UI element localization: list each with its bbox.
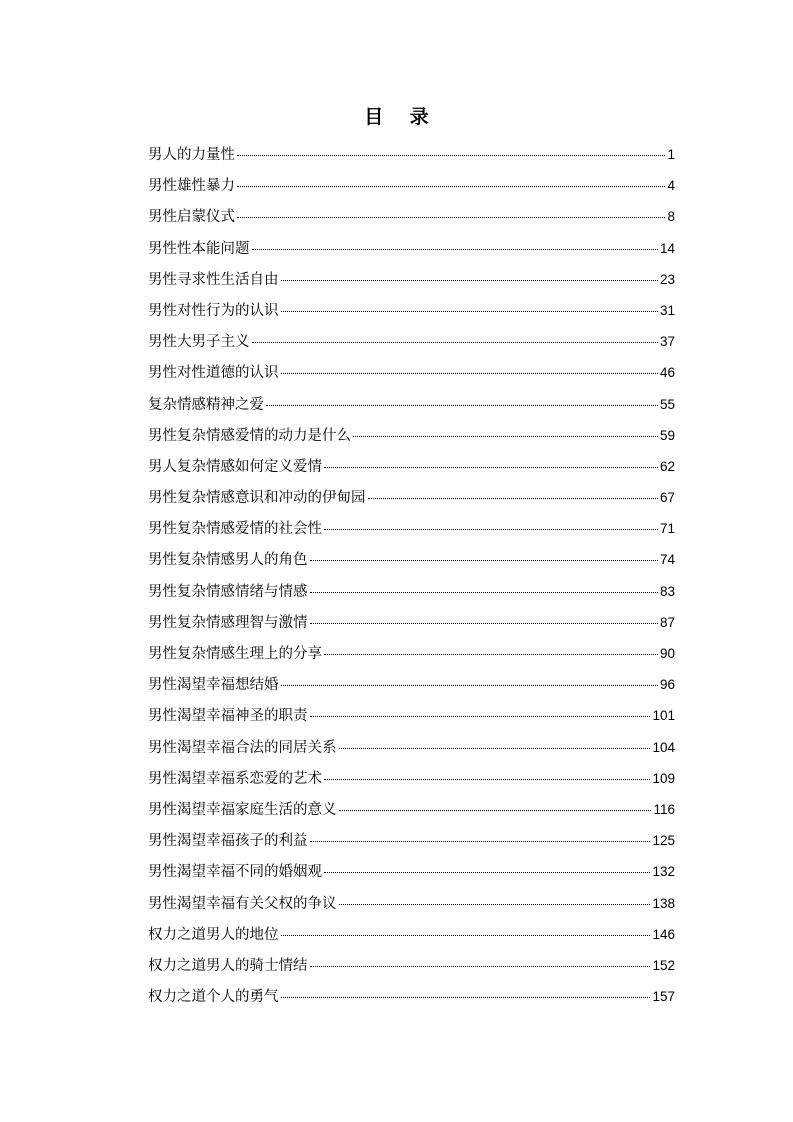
toc-entry[interactable] (148, 142, 675, 173)
toc-entry[interactable] (148, 423, 675, 454)
toc-entry-page-number: 116 (653, 801, 675, 817)
toc-entry-title: 男人的力量性 (148, 147, 235, 163)
dot-leader (353, 436, 658, 437)
toc-entry[interactable] (148, 797, 675, 828)
toc-entry-title: 男性对性行为的认识 (148, 302, 279, 319)
dot-leader (310, 623, 658, 624)
dot-leader (252, 249, 658, 250)
toc-entry[interactable] (148, 610, 675, 641)
toc-entry-title: 男性性本能问题 (148, 240, 250, 257)
toc-entry-title: 男性渴望幸福合法的同居关系 (148, 739, 337, 756)
toc-entry-page-number: 59 (659, 427, 675, 443)
toc-entry-title: 男性渴望幸福孩子的利益 (148, 833, 308, 850)
dot-leader (281, 311, 658, 312)
toc-entry-page-number: 14 (659, 240, 675, 256)
dot-leader (324, 529, 658, 530)
toc-entry-title: 男性雄性暴力 (148, 178, 235, 195)
toc-entry-title: 男性启蒙仪式 (148, 209, 235, 226)
toc-entry-page-number: 90 (659, 646, 675, 661)
toc-entry-title: 权力之道个人的勇气 (148, 989, 279, 1006)
toc-entry-page-number: 71 (659, 521, 675, 537)
toc-entry[interactable] (148, 516, 675, 547)
toc-entry[interactable] (148, 735, 675, 766)
toc-entry-title: 权力之道男人的地位 (148, 926, 279, 943)
toc-entry[interactable] (148, 392, 675, 423)
toc-list (148, 142, 675, 1015)
toc-entry[interactable] (148, 828, 675, 859)
toc-title: 目 录 (364, 106, 439, 128)
toc-entry-page-number: 157 (652, 989, 675, 1005)
toc-entry-title: 权力之道男人的骑士情结 (148, 957, 308, 974)
dot-leader (237, 186, 665, 187)
dot-leader (324, 654, 658, 655)
toc-entry-page-number: 74 (659, 552, 675, 568)
toc-entry[interactable] (148, 236, 675, 267)
toc-entry-page-number: 125 (652, 833, 675, 849)
toc-entry-title: 男性复杂情感生理上的分享 (148, 646, 322, 662)
dot-leader (310, 716, 651, 717)
toc-entry-page-number: 8 (667, 209, 675, 225)
toc-entry[interactable] (148, 672, 675, 703)
dot-leader (281, 935, 651, 936)
dot-leader (324, 779, 650, 780)
dot-leader (237, 217, 665, 218)
toc-entry-title: 男性渴望幸福想结婚 (148, 677, 279, 694)
toc-entry[interactable] (148, 984, 675, 1015)
toc-entry-page-number: 146 (652, 926, 675, 942)
toc-entry-page-number: 109 (652, 770, 675, 786)
toc-entry-page-number: 101 (652, 708, 675, 724)
toc-entry-page-number: 132 (652, 864, 675, 880)
toc-entry[interactable] (148, 641, 675, 672)
toc-entry-title: 男性对性道德的认识 (148, 365, 279, 382)
toc-entry[interactable] (148, 204, 675, 235)
toc-entry[interactable] (148, 267, 675, 298)
toc-entry[interactable] (148, 454, 675, 485)
toc-entry-title: 男性渴望幸福不同的婚姻观 (148, 864, 322, 881)
dot-leader (281, 997, 651, 998)
toc-entry[interactable] (148, 173, 675, 204)
toc-entry[interactable] (148, 703, 675, 734)
dot-leader (339, 810, 652, 811)
toc-entry-title: 男性渴望幸福家庭生活的意义 (148, 801, 337, 818)
toc-entry-page-number: 87 (659, 614, 675, 630)
toc-entry[interactable] (148, 485, 675, 516)
toc-entry[interactable] (148, 298, 675, 329)
dot-leader (281, 373, 658, 374)
dot-leader (324, 467, 658, 468)
toc-entry-title: 男性复杂情感理智与激情 (148, 614, 308, 631)
dot-leader (237, 155, 665, 156)
dot-leader (339, 904, 651, 905)
toc-entry-title: 男性复杂情感爱情的动力是什么 (148, 427, 351, 444)
toc-entry-page-number: 46 (659, 365, 675, 381)
toc-entry[interactable] (148, 922, 675, 953)
toc-entry-title: 男性复杂情感男人的角色 (148, 552, 308, 569)
toc-entry[interactable] (148, 547, 675, 578)
dot-leader (310, 966, 651, 967)
dot-leader (368, 498, 658, 499)
dot-leader (310, 592, 658, 593)
toc-entry-title: 男人复杂情感如何定义爱情 (148, 458, 322, 475)
toc-entry[interactable] (148, 579, 675, 610)
toc-entry-title: 男性渴望幸福神圣的职责 (148, 708, 308, 725)
dot-leader (339, 748, 651, 749)
toc-entry-page-number: 37 (659, 334, 675, 350)
toc-entry[interactable] (148, 859, 675, 890)
toc-entry-title: 男性复杂情感意识和冲动的伊甸园 (148, 490, 366, 507)
toc-entry-title: 男性渴望幸福系恋爱的艺术 (148, 770, 322, 787)
toc-entry-title: 男性复杂情感情绪与情感 (148, 583, 308, 600)
toc-entry-title: 男性寻求性生活自由 (148, 271, 279, 288)
toc-entry[interactable] (148, 953, 675, 984)
toc-entry[interactable] (148, 360, 675, 391)
toc-entry-page-number: 96 (659, 677, 675, 693)
toc-entry-page-number: 67 (659, 490, 675, 506)
toc-entry-page-number: 104 (652, 739, 675, 755)
toc-entry-page-number: 62 (659, 458, 675, 474)
toc-entry[interactable] (148, 329, 675, 360)
toc-entry-page-number: 1 (667, 147, 675, 162)
toc-entry-page-number: 23 (659, 271, 675, 287)
dot-leader (310, 560, 658, 561)
toc-entry[interactable] (148, 891, 675, 922)
toc-entry-title: 男性渴望幸福有关父权的争议 (148, 895, 337, 912)
toc-entry-page-number: 152 (652, 957, 675, 973)
toc-entry-page-number: 4 (667, 178, 675, 194)
toc-entry-title: 男性复杂情感爱情的社会性 (148, 521, 322, 538)
dot-leader (281, 280, 658, 281)
dot-leader (310, 841, 651, 842)
dot-leader (281, 685, 658, 686)
toc-entry-page-number: 138 (652, 895, 675, 911)
toc-entry-title: 男性大男子主义 (148, 334, 250, 351)
dot-leader (324, 872, 650, 873)
dot-leader (266, 405, 658, 406)
toc-entry-page-number: 83 (659, 583, 675, 599)
dot-leader (252, 342, 658, 343)
toc-entry-page-number: 31 (659, 302, 675, 318)
toc-entry-page-number: 55 (659, 396, 675, 412)
toc-entry-title: 复杂情感精神之爱 (148, 396, 264, 413)
toc-entry[interactable] (148, 766, 675, 797)
